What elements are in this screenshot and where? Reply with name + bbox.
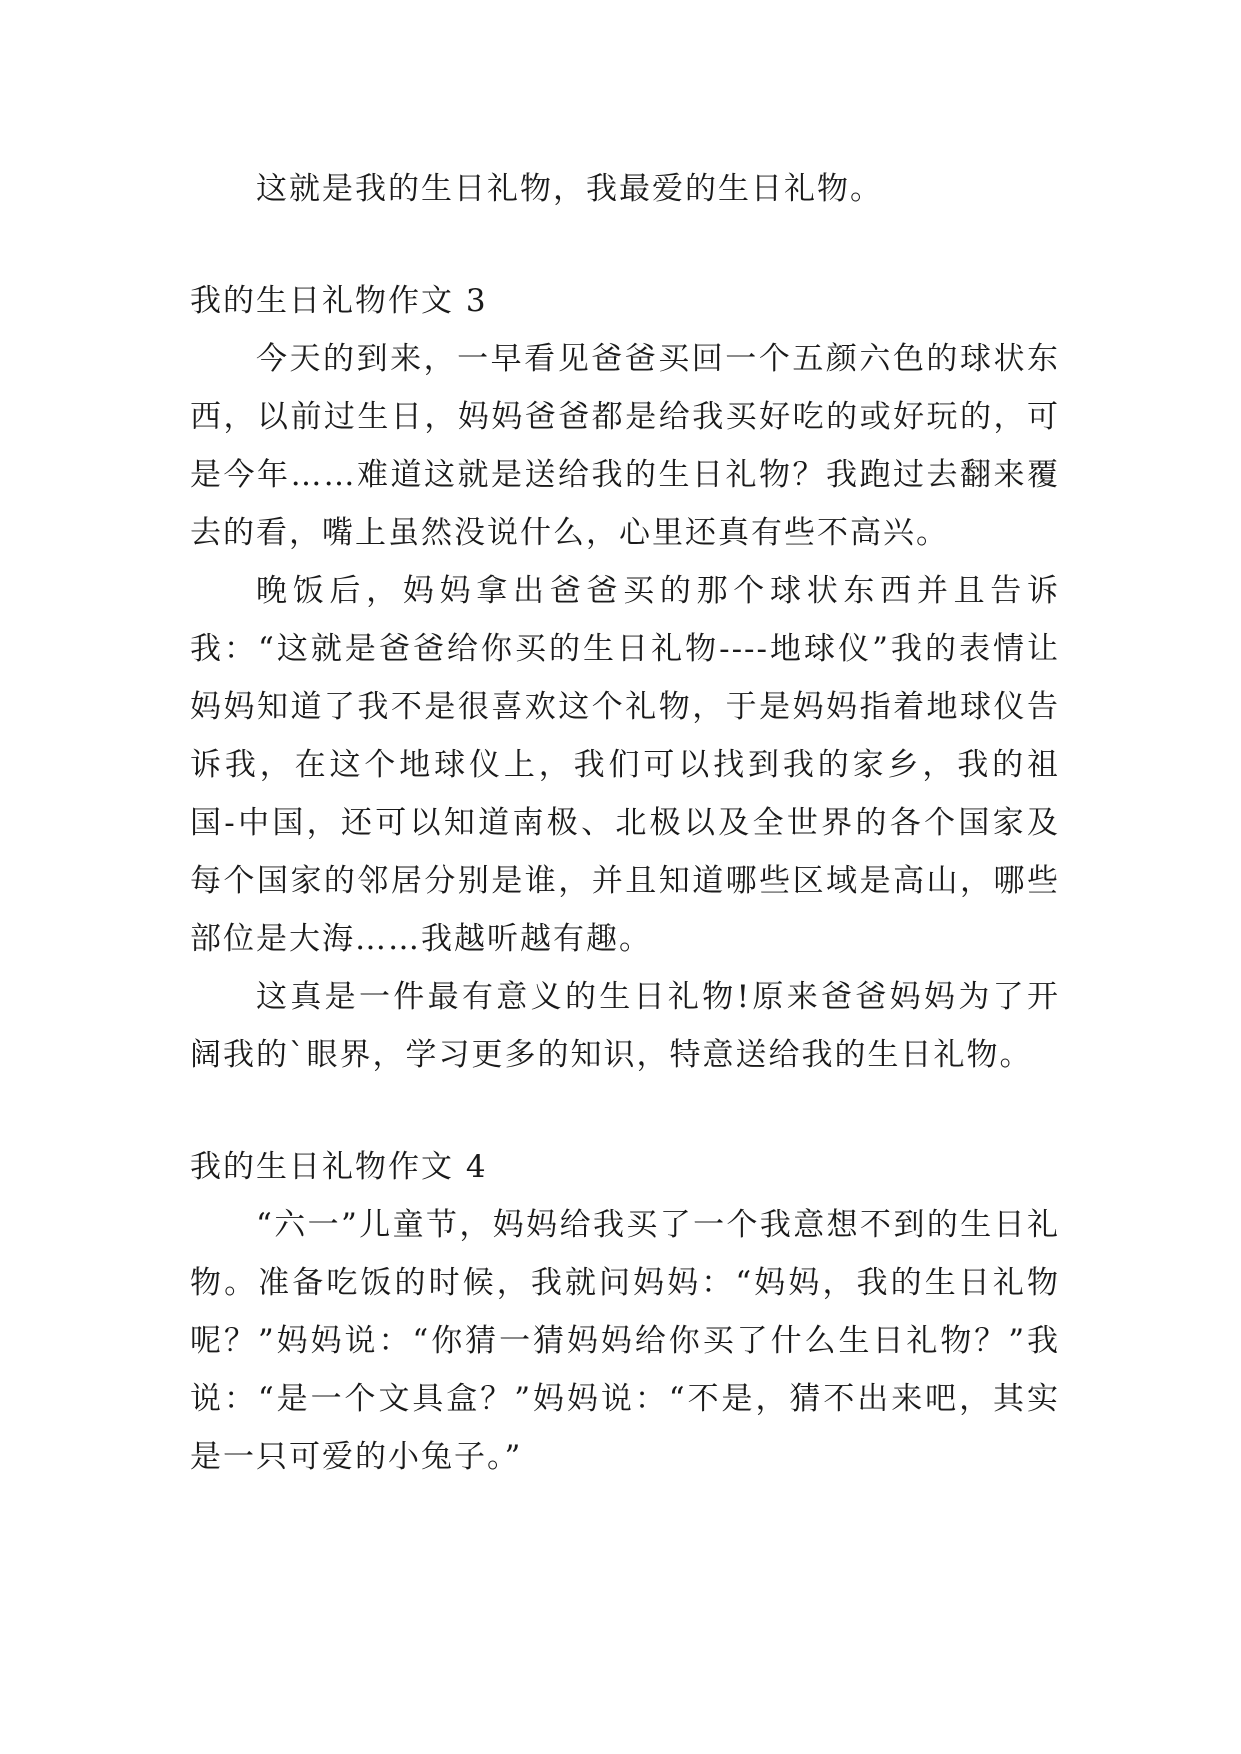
essay-4-title: 我的生日礼物作文 4	[190, 1149, 488, 1185]
closing-paragraph: 这就是我的生日礼物，我最爱的生日礼物。	[256, 171, 883, 207]
document-body	[190, 160, 1060, 1486]
essay-3-paragraph-2: 晚饭后，妈妈拿出爸爸买的那个球状东西并且告诉我：“这就是爸爸给你买的生日礼物----地球仪”我的表情让妈妈知道了我不是很喜欢这个礼物，于是妈妈指着地球仪告诉我，在这个地球仪上，我们可以找到我的家乡，我的祖国-中国，还可以知道南极、北极以及全世界的各个国家及每个国家的邻居分别是谁，并且知道哪些区域是高山，哪些部位是大海……我越听越有趣。	[190, 573, 1060, 957]
essay-3-paragraph-3: 这真是一件最有意义的生日礼物!原来爸爸妈妈为了开阔我的`眼界，学习更多的知识，特意送给我的生日礼物。	[190, 979, 1060, 1073]
essay-3-paragraph-1: 今天的到来，一早看见爸爸买回一个五颜六色的球状东西，以前过生日，妈妈爸爸都是给我买好吃的或好玩的，可是今年……难道这就是送给我的生日礼物？我跑过去翻来覆去的看，嘴上虽然没说什么，心里还真有些不高兴。	[190, 341, 1060, 551]
section-gap	[190, 1084, 1060, 1138]
essay-3-title: 我的生日礼物作文 3	[190, 283, 488, 319]
essay-4-paragraph-1: “六一”儿童节，妈妈给我买了一个我意想不到的生日礼物。准备吃饭的时候，我就问妈妈：“妈妈，我的生日礼物呢？”妈妈说：“你猜一猜妈妈给你买了什么生日礼物？”我说：“是一个文具盒？”妈妈说：“不是，猜不出来吧，其实是一只可爱的小兔子。”	[190, 1207, 1060, 1475]
section-gap	[190, 218, 1060, 272]
